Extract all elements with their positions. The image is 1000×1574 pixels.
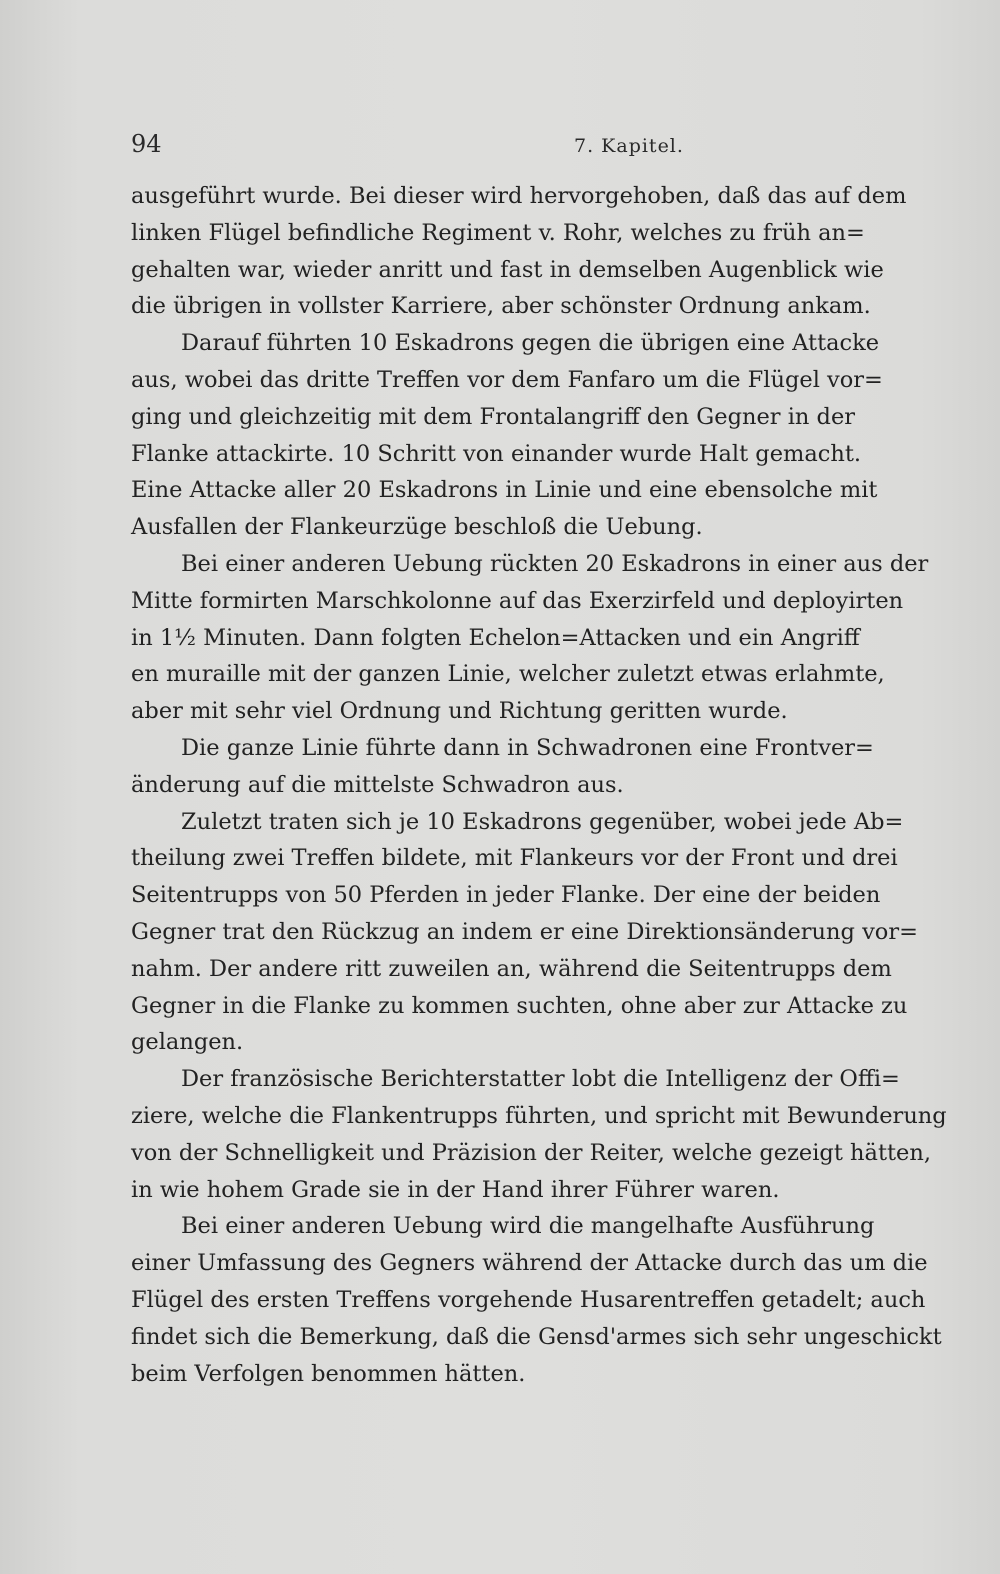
text-line: Zuletzt traten sich je 10 Eskadrons gegenüber, wobei jede Ab=: [181, 808, 904, 835]
text-line: Flügel des ersten Treffens vorgehende Husarentreffen getadelt; auch: [131, 1286, 926, 1313]
text-line: aber mit sehr viel Ordnung und Richtung geritten wurde.: [131, 698, 788, 725]
text-line: linken Flügel befindliche Regiment v. Rohr, welches zu früh an=: [131, 219, 865, 246]
text-line: ging und gleichzeitig mit dem Frontalangriff den Gegner in der: [131, 403, 856, 430]
paragraph: [131, 546, 929, 730]
text-line: Flanke attackirte. 10 Schritt von einander wurde Halt gemacht.: [131, 440, 862, 467]
text-line: ziere, welche die Flankentrupps führten, und spricht mit Bewunderung: [131, 1102, 947, 1129]
text-line: die übrigen in vollster Karriere, aber schönster Ordnung ankam.: [131, 293, 871, 320]
text-line: Gegner in die Flanke zu kommen suchten, ohne aber zur Attacke zu: [131, 992, 908, 1019]
text-line: nahm. Der andere ritt zuweilen an, während die Seitentrupps dem: [131, 955, 892, 982]
paragraph: [131, 730, 874, 804]
body-text: [131, 178, 947, 1392]
text-line: Bei einer anderen Uebung rückten 20 Eskadrons in einer aus der: [181, 550, 929, 577]
page-header: [131, 128, 847, 160]
running-head: 7. Kapitel.: [574, 135, 684, 157]
text-line: Ausfallen der Flankeurzüge beschloß die Uebung.: [131, 514, 703, 541]
text-line: findet sich die Bemerkung, daß die Gensd'armes sich sehr ungeschickt: [131, 1323, 942, 1350]
text-line: in wie hohem Grade sie in der Hand ihrer Führer waren.: [131, 1176, 780, 1203]
text-line: von der Schnelligkeit und Präzision der Reiter, welche gezeigt hätten,: [131, 1139, 931, 1166]
text-line: Eine Attacke aller 20 Eskadrons in Linie und eine ebensolche mit: [131, 477, 878, 504]
text-line: einer Umfassung des Gegners während der Attacke durch das um die: [131, 1250, 928, 1277]
paragraph: [131, 804, 918, 1062]
text-line: in 1½ Minuten. Dann folgten Echelon=Attacken und ein Angriff: [131, 624, 860, 651]
text-line: Darauf führten 10 Eskadrons gegen die übrigen eine Attacke: [181, 330, 880, 357]
text-line: en muraille mit der ganzen Linie, welcher zuletzt etwas erlahmte,: [131, 661, 885, 688]
text-line: Seitentrupps von 50 Pferden in jeder Flanke. Der eine der beiden: [131, 882, 881, 909]
text-line: Die ganze Linie führte dann in Schwadronen eine Frontver=: [181, 734, 874, 761]
paragraph: [131, 1061, 947, 1208]
text-line: aus, wobei das dritte Treffen vor dem Fanfaro um die Flügel vor=: [131, 366, 883, 393]
text-line: theilung zwei Treffen bildete, mit Flankeurs vor der Front und drei: [131, 845, 898, 872]
text-line: Gegner trat den Rückzug an indem er eine Direktionsänderung vor=: [131, 918, 918, 945]
text-line: ausgeführt wurde. Bei dieser wird hervorgehoben, daß das auf dem: [131, 183, 907, 209]
text-line: beim Verfolgen benommen hätten.: [131, 1360, 526, 1387]
paragraph: [131, 178, 907, 325]
text-line: Der französische Berichterstatter lobt die Intelligenz der Offi=: [181, 1066, 900, 1093]
text-line: Bei einer anderen Uebung wird die mangelhafte Ausführung: [181, 1213, 875, 1240]
text-line: Mitte formirten Marschkolonne auf das Exerzirfeld und deployirten: [131, 587, 904, 614]
page-number: 94: [131, 130, 162, 158]
paragraph: [131, 325, 883, 546]
paragraph: [131, 1208, 942, 1392]
text-line: gehalten war, wieder anritt und fast in demselben Augenblick wie: [131, 256, 884, 283]
text-line: änderung auf die mittelste Schwadron aus.: [131, 771, 624, 798]
text-line: gelangen.: [131, 1029, 244, 1056]
